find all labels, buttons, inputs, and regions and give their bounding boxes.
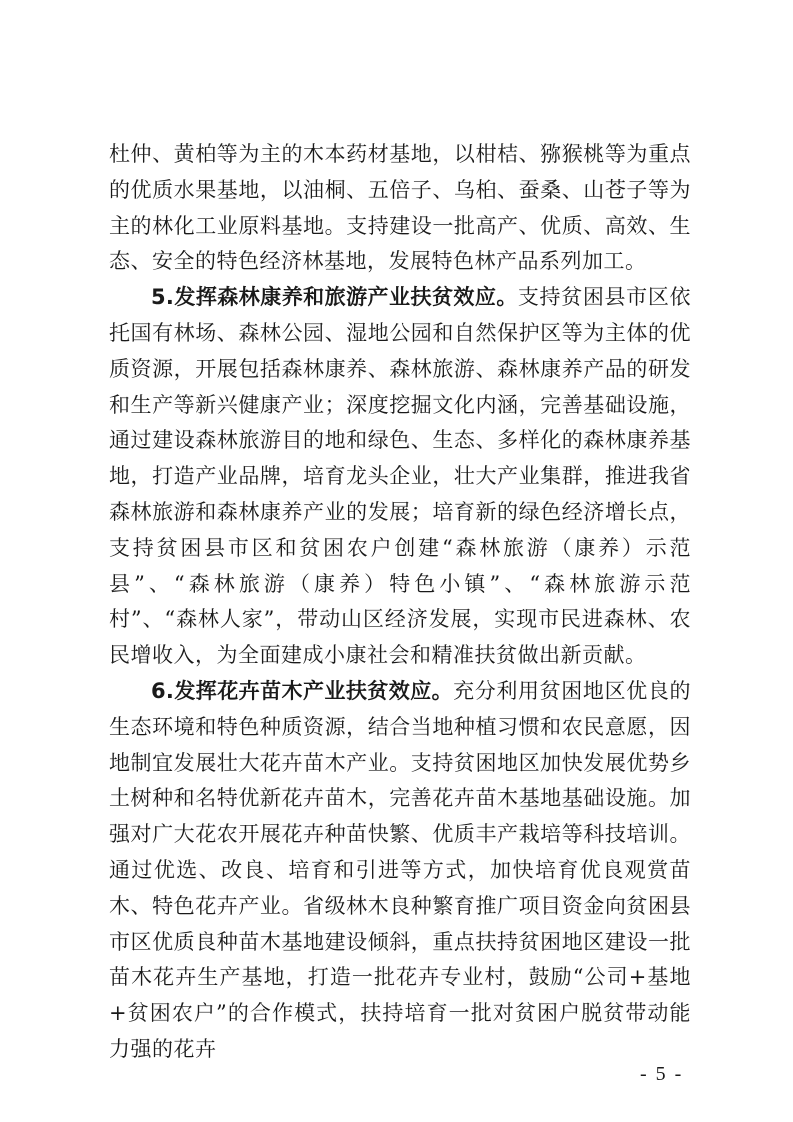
page-number: - 5 - bbox=[640, 1063, 684, 1085]
paragraph-continued bbox=[109, 137, 691, 280]
paragraph-forest-tourism bbox=[109, 280, 691, 674]
paragraph-text: 充分利用贫困地区优良的生态环境和特色种质资源，结合当地种植习惯和农民意愿，因地制宜发展壮大花卉苗木产业。支持贫困地区加快发展优势乡土树种和名特优新花卉苗木，完善花卉苗木基地基础设施。加强对广大花农开展花卉种苗快繁、优质丰产栽培等科技培训。通过优选、改良、培育和引进等方式，加快培育优良观赏苗木、特色花卉产业。省级林木良种繁育推广项目资金向贫困县市区优质良种苗木基地建设倾斜，重点扶持贫困地区建设一批苗木花卉生产基地，打造一批花卉专业村，鼓励“公司+基地+贫困农户”的合作模式，扶持培育一批对贫困户脱贫带动能力强的花卉 bbox=[109, 678, 691, 1061]
body-text bbox=[109, 137, 691, 1068]
paragraph-text: 杜仲、黄柏等为主的木本药材基地，以柑桔、猕猴桃等为重点的优质水果基地，以油桐、五倍子、乌桕、蚕桑、山苍子等为主的林化工业原料基地。支持建设一批高产、优质、高效、生态、安全的特色经济林基地，发展特色林产品系列加工。 bbox=[109, 142, 691, 274]
paragraph-text: 支持贫困县市区依托国有林场、森林公园、湿地公园和自然保护区等为主体的优质资源，开展包括森林康养、森林旅游、森林康养产品的研发和生产等新兴健康产业；深度挖掘文化内涵，完善基础设施，通过建设森林旅游目的地和绿色、生态、多样化的森林康养基地，打造产业品牌，培育龙头企业，壮大产业集群，推进我省森林旅游和森林康养产业的发展；培育新的绿色经济增长点，支持贫困县市区和贫困农户创建“森林旅游（康养）示范县”、“森林旅游（康养）特色小镇”、“森林旅游示范村”、“森林人家”，带动山区经济发展，实现市民进森林、农民增收入，为全面建成小康社会和精准扶贫做出新贡献。 bbox=[109, 285, 691, 668]
paragraph-flower-seedling bbox=[109, 674, 691, 1068]
section-heading-flower-seedling: 6.发挥花卉苗木产业扶贫效应。 bbox=[151, 678, 454, 703]
section-heading-forest-tourism: 5.发挥森林康养和旅游产业扶贫效应。 bbox=[151, 285, 518, 310]
